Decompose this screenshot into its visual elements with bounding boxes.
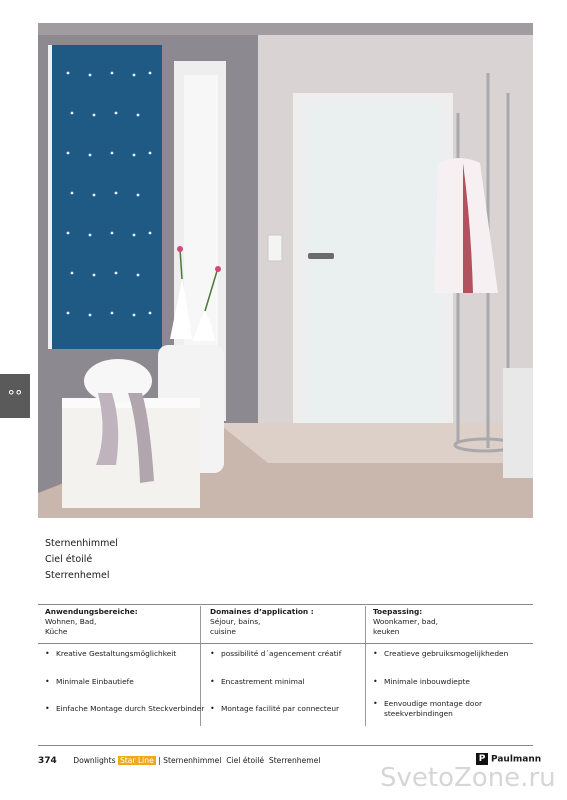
brand-mark-icon: P [476, 753, 488, 765]
column-line: Séjour, bains, [210, 617, 261, 627]
title-fr: Ciel étoilé [45, 554, 93, 565]
bullet-icon: • [373, 649, 378, 658]
page-number: 374 [38, 756, 57, 766]
bullet-icon: • [373, 677, 378, 686]
footer-separator: | [158, 756, 161, 765]
watermark: SvetoZone.ru [380, 763, 556, 793]
header-divider [38, 643, 533, 644]
column-line: Woonkamer, bad, [373, 617, 439, 627]
column-heading: Toepassing: [373, 607, 423, 616]
page-footer [38, 756, 320, 766]
column-line: cuisine [210, 627, 236, 637]
footer-highlight[interactable]: Star Line [119, 756, 154, 765]
star-panel [48, 45, 162, 349]
bullet-icon: • [45, 677, 50, 686]
bullet-icon: • [373, 699, 378, 708]
top-divider [38, 604, 533, 605]
column-line: Küche [45, 627, 68, 637]
product-titles [45, 536, 118, 584]
column-heading: Anwendungsbereiche: [45, 607, 138, 616]
dots-icon: °° [7, 387, 23, 405]
bullet-icon: • [45, 704, 50, 713]
section-tab[interactable] [0, 374, 30, 418]
footer-names: Sternenhimmel Ciel étoilé Sterrenhemel [163, 756, 321, 765]
column-line: keuken [373, 627, 400, 637]
bullet-icon: • [210, 649, 215, 658]
column-line: Wohnen, Bad, [45, 617, 97, 627]
title-de: Sternenhimmel [45, 538, 118, 549]
hero-photo [38, 23, 533, 518]
brand-name: Paulmann [491, 754, 542, 765]
footer-section[interactable]: Downlights [73, 756, 116, 765]
bullet-icon: • [45, 649, 50, 658]
column-nl [373, 607, 438, 638]
column-fr [210, 607, 314, 638]
column-de [45, 607, 138, 638]
interior-scene [38, 23, 533, 518]
title-nl: Sterrenhemel [45, 570, 110, 581]
bullet-icon: • [210, 677, 215, 686]
bullet-icon: • [210, 704, 215, 713]
footer-divider [38, 745, 533, 746]
column-heading: Domaines d’application : [210, 607, 314, 616]
